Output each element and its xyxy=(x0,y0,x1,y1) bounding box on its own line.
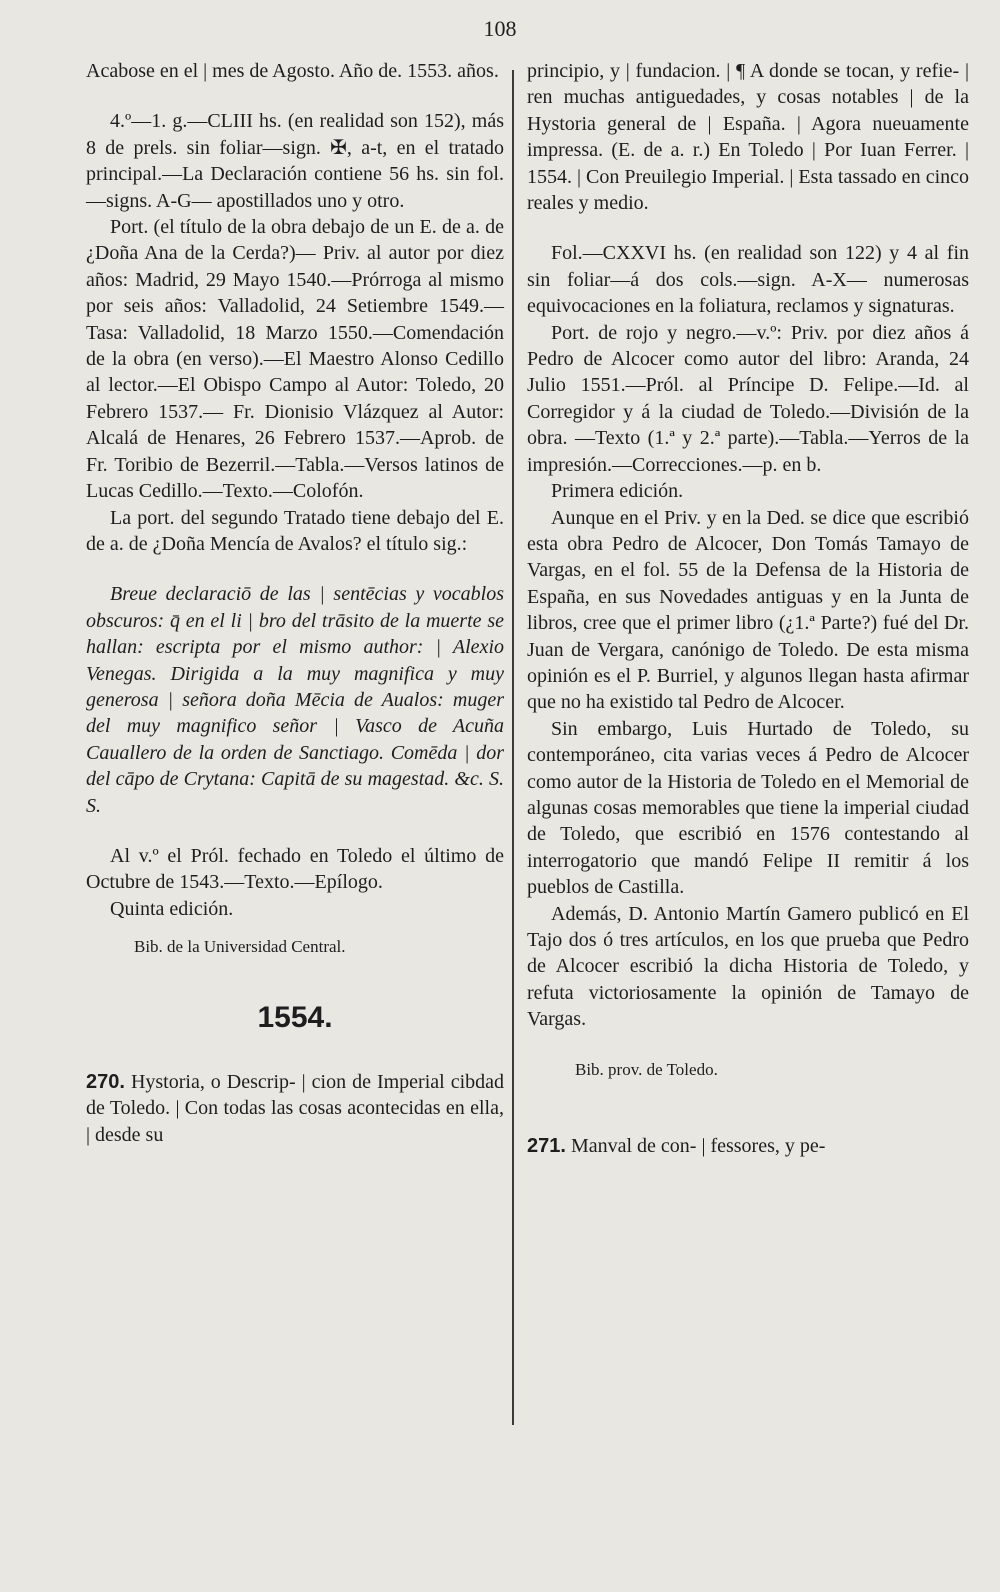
title-continuation: principio, y | fundacion. | ¶ A donde se tocan, y refie- | ren muchas antiguedades, y cosas notables | de la Hystoria general de | España. | Agora nueuamente impressa. (E. de a. r.) En Toledo | Por Iuan Ferrer. | 1554. | Con Preuilegio Imperial. | Esta tassado en cinco reales y medio. xyxy=(527,60,969,215)
colophon-paragraph: Acabose en el | mes de Agosto. Año de. 1553. años. xyxy=(86,60,499,82)
edition-note: Primera edición. xyxy=(551,480,684,503)
library-note: Bib. prov. de Toledo. xyxy=(575,1059,718,1079)
library-note: Bib. de la Universidad Central. xyxy=(134,937,346,957)
prologue-note: Al v.º el Pról. fechado en Toledo el último de Octubre de 1543.—Texto.—Epílogo. xyxy=(86,844,504,894)
year-heading: 1554. xyxy=(257,1000,333,1034)
contents-paragraph: Port. de rojo y negro.—v.º: Priv. por diez años á Pedro de Alcocer como autor del libro: Aranda, 24 Julio 1551.—Pról. al Príncipe D. Felipe.—Id. al Corregidor y á la ciudad de Toledo.—División de la obra. —Texto (1.ª y 2.ª parte).—Tabla.—Yerros de la impresión.—Correcciones.—p. en b. xyxy=(527,321,969,476)
entry-number: 270. xyxy=(86,1071,125,1093)
second-title-transcription: Breue declaraciō de las | sentēcias y vocablos obscuros: q̄ en el li | bro del trāsito de la muerte se hallan: escripta por el mismo author: | Alexio Venegas. Dirigida a la muy magnifica y muy generosa | señora doña Mēcia de Aualos: muger del muy magnifico señor | Vasco de Acuña Cauallero de la orden de Sanctiago. Comēda | dor del cāpo de Crytana: Capitā de su magestad. &c. S. S. xyxy=(86,583,504,817)
right-column xyxy=(527,58,969,1159)
page-number: 108 xyxy=(483,16,517,41)
hurtado-paragraph: Sin embargo, Luis Hurtado de Toledo, su contemporáneo, cita varias veces á Pedro de Alcocer como autor de la Historia de Toledo en el Memorial de algunas cosas memorables que tiene la imperial ciudad de Toledo, que escribió en 1576 contestando al interrogatorio que mandó Felipe II remitir á los pueblos de Castilla. xyxy=(527,717,969,899)
entry-title: Hystoria, o Descrip- | cion de Imperial cibdad de Toledo. | Con todas las cosas acontecidas en ella, | desde su xyxy=(86,1071,504,1146)
gamero-paragraph: Además, D. Antonio Martín Gamero publicó en El Tajo dos ó tres artículos, en los que prueba que Pedro de Alcocer escribió la dicha Historia de Toledo, y refuta victoriosamente la opinión de Tamayo de Vargas. xyxy=(527,902,969,1031)
collation-paragraph: 4.º—1. g.—CLIII hs. (en realidad son 152), más 8 de prels. sin foliar—sign. ✠, a-t, en el tratado principal.—La Declaración contiene 56 hs. sin fol.—signs. A-G— apostillados uno y otro. xyxy=(86,110,504,212)
column-divider xyxy=(512,70,514,1425)
second-title-intro: La port. del segundo Tratado tiene debajo del E. de a. de ¿Doña Mencía de Avalos? el título sig.: xyxy=(86,506,504,555)
left-column xyxy=(86,58,504,1148)
entry-number: 271. xyxy=(527,1135,566,1158)
contents-paragraph: Port. (el título de la obra debajo de un E. de a. de ¿Doña Ana de la Cerda?)— Priv. al autor por diez años: Madrid, 29 Mayo 1540.—Prórroga al mismo por seis años: Valladolid, 24 Setiembre 1549.—Tasa: Valladolid, 18 Marzo 1550.—Comendación de la obra (en verso).—El Maestro Alonso Cedillo al lector.—El Obispo Campo al Autor: Toledo, 20 Febrero 1537.— Fr. Dionisio Vlázquez al Autor: Alcalá de Henares, 26 Febrero 1537.—Aprob. de Fr. Toribio de Bezerril.—Tabla.—Versos latinos de Lucas Cedillo.—Texto.—Colofón. xyxy=(86,216,504,503)
collation-paragraph: Fol.—CXXVI hs. (en realidad son 122) y 4 al fin sin foliar—á dos cols.—sign. A-X— numerosas equivocaciones en la foliatura, reclamos y signaturas. xyxy=(527,242,969,318)
edition-note: Quinta edición. xyxy=(110,897,234,920)
entry-270 xyxy=(86,1069,504,1148)
authorship-paragraph: Aunque en el Priv. y en la Ded. se dice que escribió esta obra Pedro de Alcocer, Don Tomás Tamayo de Vargas, en el fol. 55 de la Defensa de la Historia de España, en sus Novedades antiguas y en la Junta de libros, cree que el primer libro (¿1.ª Parte?) fué del Dr. Juan de Vergara, canónigo de Toledo. De esta misma opinión es el P. Burriel, y algunos llegan hasta afirmar que no ha existido tal Pedro de Alcocer. xyxy=(527,506,969,714)
entry-271 xyxy=(527,1133,969,1159)
entry-title: Manval de con- | fessores, y pe- xyxy=(570,1135,826,1158)
